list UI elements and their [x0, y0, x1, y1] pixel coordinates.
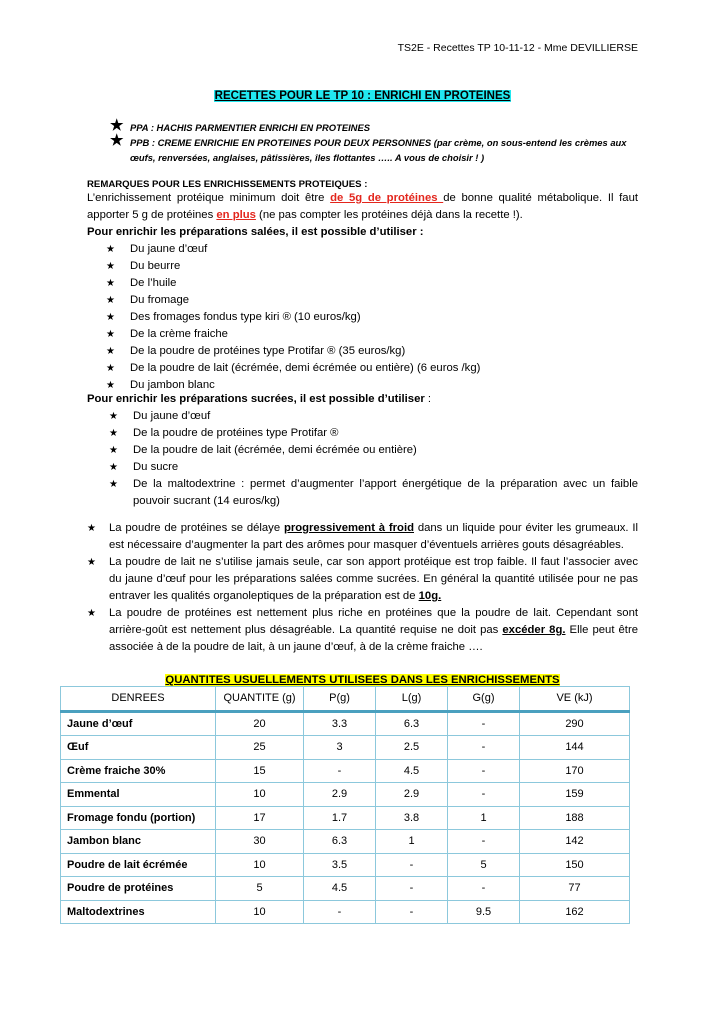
list-item: ★ Du fromage — [87, 292, 638, 309]
star-icon: ★ — [109, 445, 118, 456]
cell-denree: Emmental — [61, 783, 216, 807]
recipe-list — [110, 117, 640, 165]
cell: 2.9 — [304, 783, 376, 807]
list-item: ★ De la poudre de protéines type Protifar ® — [87, 425, 638, 442]
page-title: RECETTES POUR LE TP 10 : ENRICHI EN PROTEINES — [214, 90, 511, 102]
star-icon: ★ — [109, 411, 118, 422]
list-item: ★ De la poudre de lait (écrémée, demi écrémée ou entière) — [87, 442, 638, 459]
cell: 10 — [216, 783, 304, 807]
cell: - — [376, 853, 448, 877]
cell: - — [448, 783, 520, 807]
list-item: ★ De la poudre de protéines type Protifar ® (35 euros/kg) — [87, 343, 638, 360]
star-icon: ★ — [110, 117, 124, 134]
cell: 10 — [216, 900, 304, 924]
cell: 77 — [520, 877, 630, 901]
table-row — [61, 877, 630, 901]
remarques-heading: REMARQUES POUR LES ENRICHISSEMENTS PROTEIQUES : — [87, 179, 368, 190]
cell: 1 — [448, 806, 520, 830]
cell: 170 — [520, 759, 630, 783]
table-row — [61, 853, 630, 877]
cell: - — [448, 736, 520, 760]
cell: 15 — [216, 759, 304, 783]
column-header: DENREES — [61, 687, 216, 712]
cell: - — [376, 877, 448, 901]
cell: - — [376, 900, 448, 924]
list-item: ★ Du sucre — [87, 459, 638, 476]
column-header: VE (kJ) — [520, 687, 630, 712]
cell: 1.7 — [304, 806, 376, 830]
cell: - — [304, 759, 376, 783]
list-item: ★ Du beurre — [87, 258, 638, 275]
list-item: ★ La poudre de lait ne s’utilise jamais seule, car son apport protéique est trop faible. Il faut l’associer avec du jaune d’œuf pour les préparations salées comme sucrées. En général la quantité utilisée pour ne pas entraver les qualités organoleptiques de la préparation est de 10g. — [87, 556, 638, 602]
table-row — [61, 806, 630, 830]
cell: 4.5 — [376, 759, 448, 783]
cell: 5 — [216, 877, 304, 901]
recipe-ppa: ★ PPA : HACHIS PARMENTIER ENRICHI EN PROTEINES — [110, 117, 370, 134]
list-item: ★ La poudre de protéines se délaye progressivement à froid dans un liquide pour éviter les grumeaux. Il est nécessaire d’augmenter la part des arômes pour masquer d’éventuels arrières gouts désagréables. — [87, 522, 638, 551]
table-row — [61, 900, 630, 924]
salees-list — [87, 241, 638, 394]
cell: 25 — [216, 736, 304, 760]
star-icon: ★ — [106, 363, 115, 374]
cell: 17 — [216, 806, 304, 830]
cell: 142 — [520, 830, 630, 854]
table-row — [61, 736, 630, 760]
star-icon: ★ — [87, 608, 96, 619]
table-row — [61, 711, 630, 736]
table-title: QUANTITES USUELLEMENTS UTILISEES DANS LES ENRICHISSEMENTS — [165, 674, 560, 686]
cell-denree: Jaune d’œuf — [61, 711, 216, 736]
list-item: ★ Des fromages fondus type kiri ® (10 euros/kg) — [87, 309, 638, 326]
cell: 144 — [520, 736, 630, 760]
notes-list — [87, 520, 638, 656]
cell: - — [448, 830, 520, 854]
cell: 2.9 — [376, 783, 448, 807]
cell: 159 — [520, 783, 630, 807]
table-header-row — [61, 687, 630, 712]
cell: 188 — [520, 806, 630, 830]
star-icon: ★ — [106, 244, 115, 255]
star-icon: ★ — [87, 557, 96, 568]
star-icon: ★ — [106, 329, 115, 340]
column-header: QUANTITE (g) — [216, 687, 304, 712]
cell: 4.5 — [304, 877, 376, 901]
cell-denree: Poudre de lait écrémée — [61, 853, 216, 877]
star-icon: ★ — [109, 428, 118, 439]
cell: - — [304, 900, 376, 924]
page-header: TS2E - Recettes TP 10-11-12 - Mme DEVILLIERSE — [397, 42, 638, 54]
list-item: ★ Du jaune d’œuf — [87, 408, 638, 425]
cell: 9.5 — [448, 900, 520, 924]
star-icon: ★ — [109, 479, 118, 490]
table-row — [61, 759, 630, 783]
list-item: ★ De la poudre de lait (écrémée, demi écrémée ou entière) (6 euros /kg) — [87, 360, 638, 377]
list-item: ★ La poudre de protéines est nettement plus riche en protéines que la poudre de lait. Cependant sont arrière-goût est nettement plus désagréable. La quantité requise ne doit pas excéder 8g. Elle peut être associée à de la poudre de lait, à un jaune d’œuf, à de la crème fraiche …. — [87, 607, 638, 653]
cell: 290 — [520, 711, 630, 736]
cell: 162 — [520, 900, 630, 924]
cell: 6.3 — [376, 711, 448, 736]
cell: 3 — [304, 736, 376, 760]
star-icon: ★ — [106, 295, 115, 306]
cell-denree: Fromage fondu (portion) — [61, 806, 216, 830]
salees-heading: Pour enrichir les préparations salées, il est possible d’utiliser : — [87, 226, 424, 238]
sucrees-heading: Pour enrichir les préparations sucrées, il est possible d’utiliser : — [87, 393, 432, 405]
cell: 5 — [448, 853, 520, 877]
cell: - — [448, 759, 520, 783]
cell: 150 — [520, 853, 630, 877]
cell: 6.3 — [304, 830, 376, 854]
column-header: L(g) — [376, 687, 448, 712]
column-header: P(g) — [304, 687, 376, 712]
cell: - — [448, 877, 520, 901]
list-item: ★ De la crème fraiche — [87, 326, 638, 343]
star-icon: ★ — [87, 523, 96, 534]
star-icon: ★ — [106, 261, 115, 272]
cell: 1 — [376, 830, 448, 854]
star-icon: ★ — [106, 380, 115, 391]
table-row — [61, 830, 630, 854]
sucrees-list — [87, 408, 638, 510]
cell: - — [448, 711, 520, 736]
list-item: ★ De l’huile — [87, 275, 638, 292]
column-header: G(g) — [448, 687, 520, 712]
star-icon: ★ — [106, 346, 115, 357]
list-item: ★ Du jaune d’œuf — [87, 241, 638, 258]
list-item: ★ Du jambon blanc — [87, 377, 638, 394]
list-item: ★ De la maltodextrine : permet d’augmenter l’apport énergétique de la préparation avec un faible pouvoir sucrant (14 euros/kg) — [109, 478, 638, 507]
cell-denree: Œuf — [61, 736, 216, 760]
cell: 20 — [216, 711, 304, 736]
cell-denree: Jambon blanc — [61, 830, 216, 854]
cell: 30 — [216, 830, 304, 854]
cell-denree: Poudre de protéines — [61, 877, 216, 901]
recipe-ppb: ★ PPB : CREME ENRICHIE EN PROTEINES POUR DEUX PERSONNES (par crème, on sous-entend les crèmes aux œufs, renversées, anglaises, pâtissières, îles flottantes ….. A vous de choisir ! ) — [110, 132, 627, 163]
star-icon: ★ — [110, 132, 124, 149]
star-icon: ★ — [106, 312, 115, 323]
cell-denree: Crème fraiche 30% — [61, 759, 216, 783]
cell: 10 — [216, 853, 304, 877]
table-row — [61, 783, 630, 807]
intro-paragraph: L’enrichissement protéique minimum doit être de 5g de protéines de bonne qualité métabolique. Il faut apporter 5 g de protéines en plus (ne pas compter les protéines déjà dans la recette !). — [87, 192, 639, 221]
star-icon: ★ — [106, 278, 115, 289]
cell: 3.3 — [304, 711, 376, 736]
cell: 3.5 — [304, 853, 376, 877]
star-icon: ★ — [109, 462, 118, 473]
cell: 2.5 — [376, 736, 448, 760]
cell: 3.8 — [376, 806, 448, 830]
nutrition-table — [60, 686, 630, 924]
cell-denree: Maltodextrines — [61, 900, 216, 924]
